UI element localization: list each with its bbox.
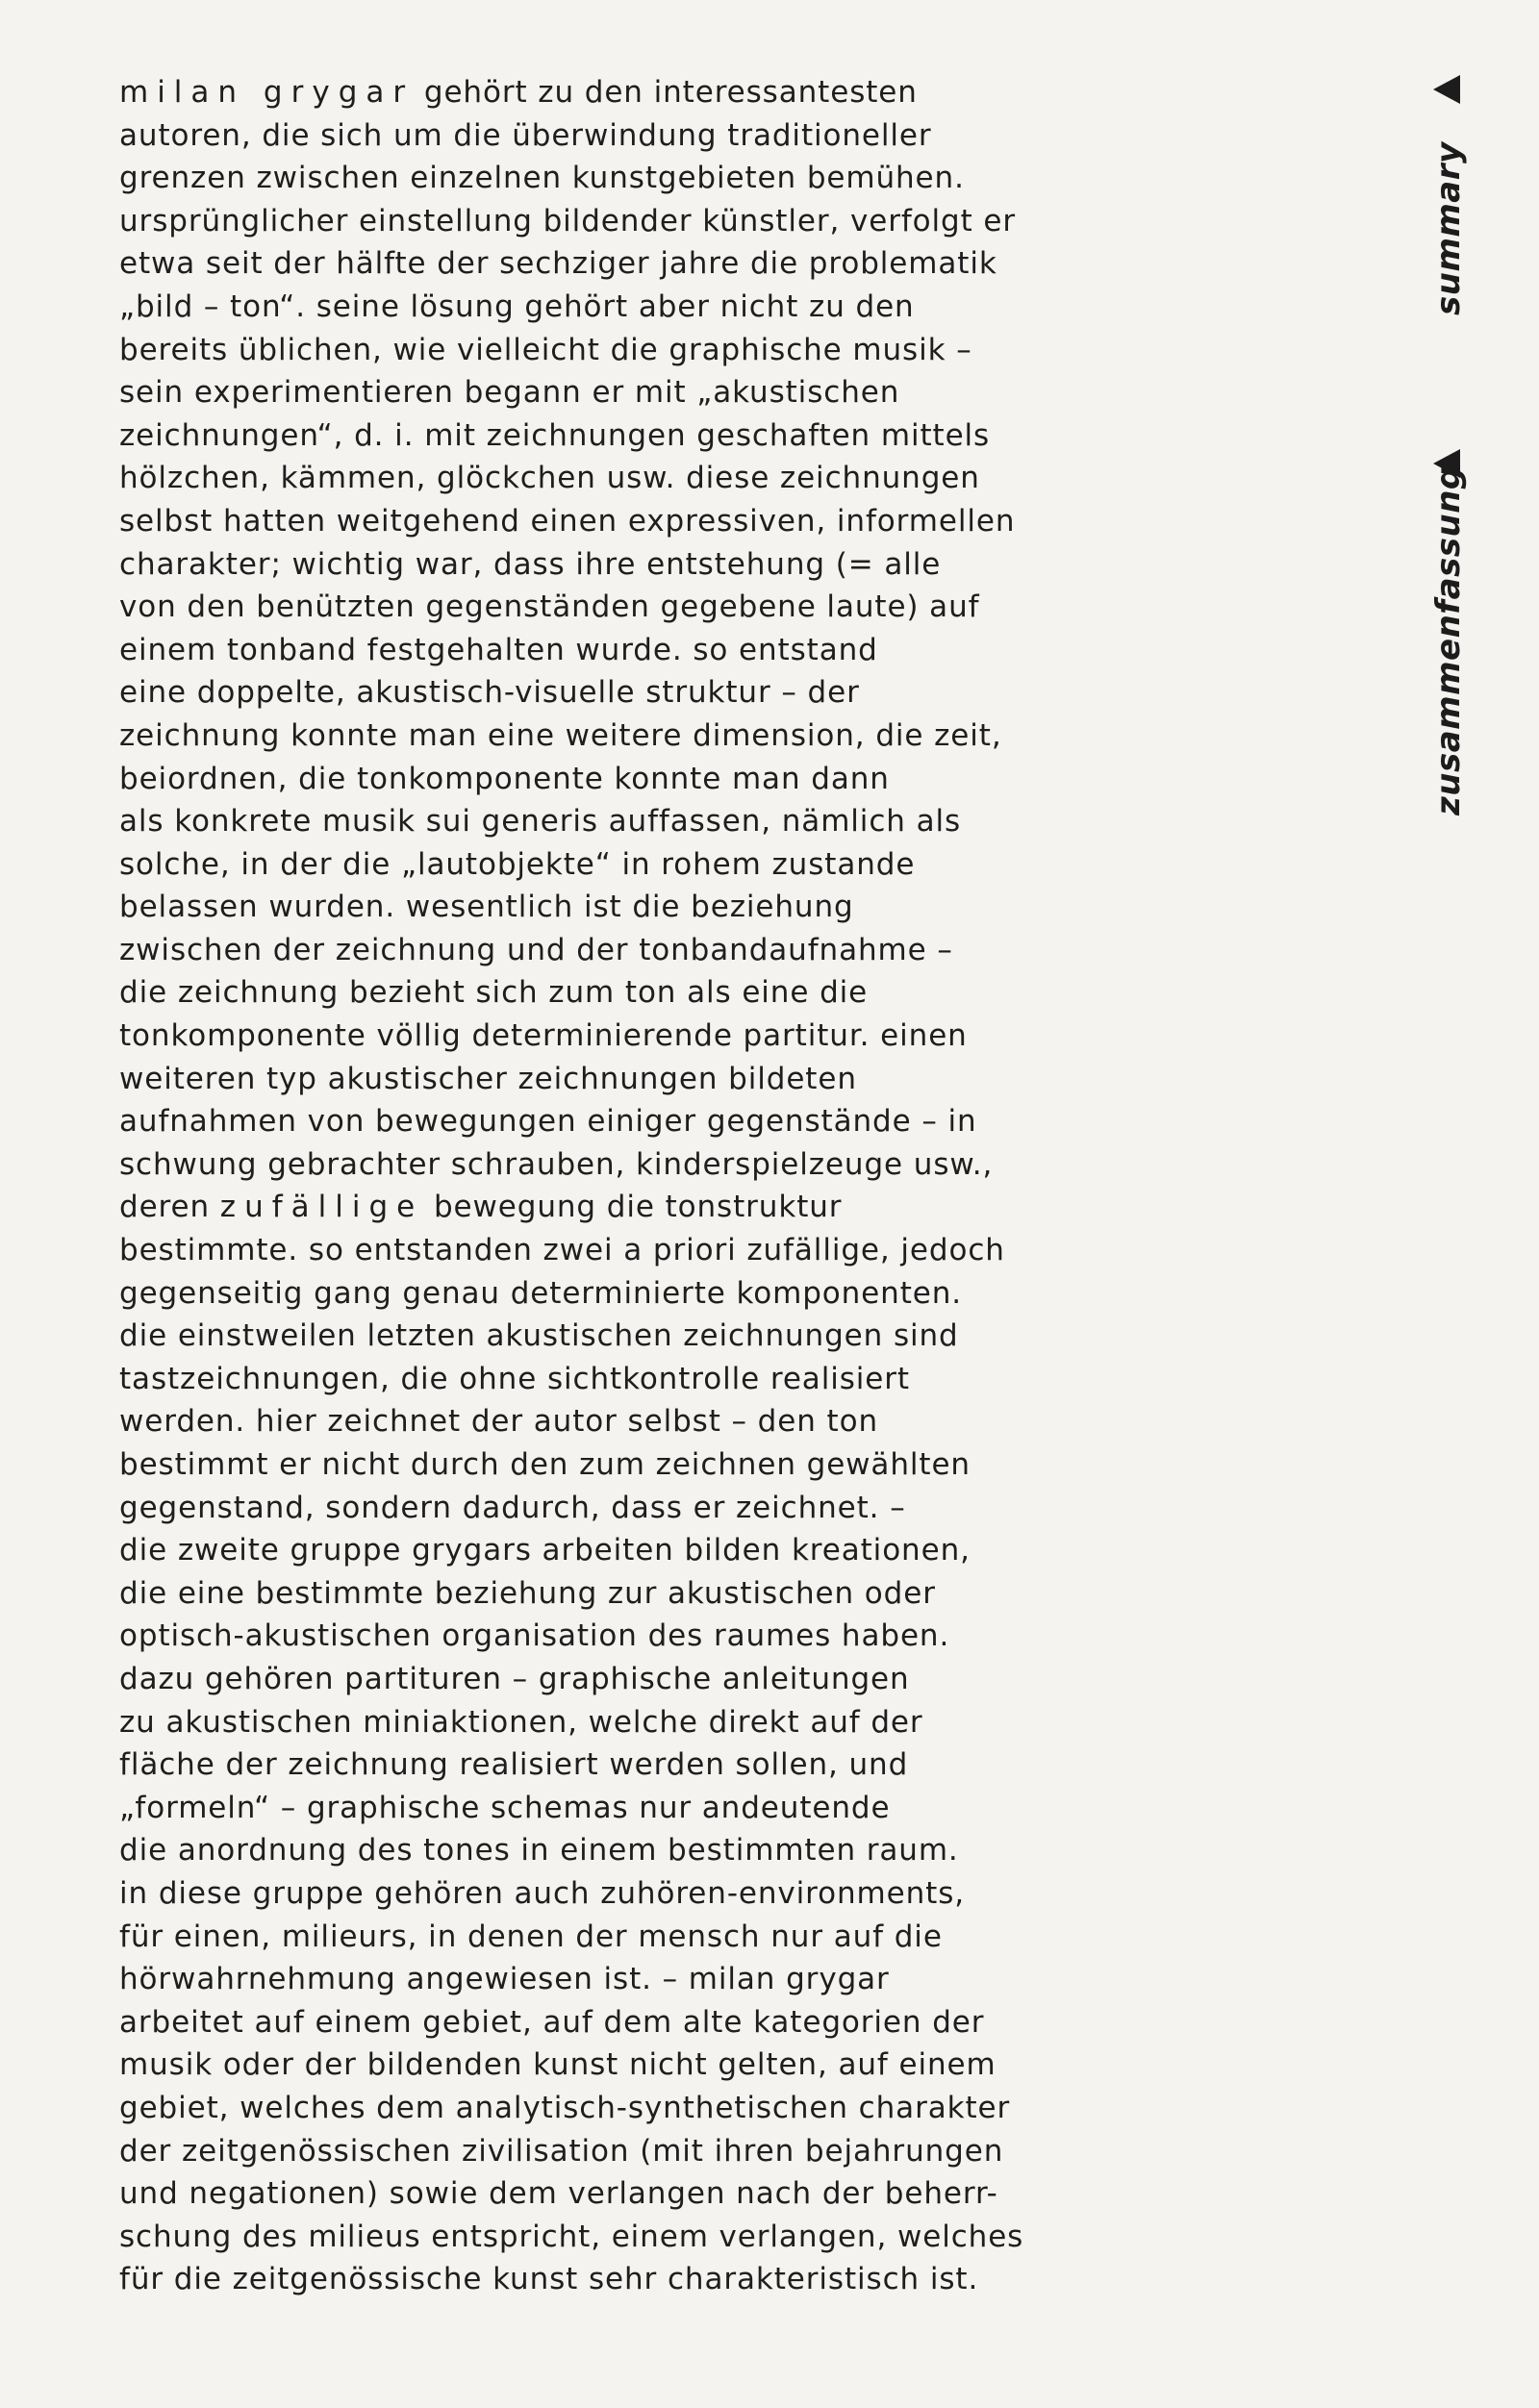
line-text: der zeitgenössischen zivilisation (mit ihren bejahrungen	[119, 2133, 1004, 2169]
text-line	[119, 1615, 1120, 1658]
line-text: die zeichnung bezieht sich zum ton als eine die	[119, 975, 869, 1011]
line-text: bewegung die tonstruktur	[423, 1190, 843, 1225]
line-text: schwung gebrachter schrauben, kinderspielzeuge usw.,	[119, 1146, 994, 1182]
text-line	[119, 1315, 1120, 1358]
text-line	[119, 758, 1120, 801]
line-text: tastzeichnungen, die ohne sichtkontrolle realisiert	[119, 1361, 910, 1396]
line-text: aufnahmen von bewegungen einiger gegenstände – in	[119, 1104, 977, 1140]
text-line	[119, 414, 1120, 458]
line-text: optisch-akustischen organisation des raumes haben.	[119, 1618, 950, 1654]
text-line	[119, 1443, 1120, 1487]
line-text: musik oder der bildenden kunst nicht gelten, auf einem	[119, 2047, 997, 2083]
text-line	[119, 1658, 1120, 1701]
text-line	[119, 2216, 1120, 2259]
text-line	[119, 200, 1120, 243]
line-text: gegenstand, sondern dadurch, dass er zeichnet. –	[119, 1490, 906, 1525]
text-line	[119, 1872, 1120, 1916]
text-line	[119, 543, 1120, 587]
line-text: hölzchen, kämmen, glöckchen usw. diese zeichnungen	[119, 461, 980, 496]
text-line	[119, 71, 1120, 114]
line-text: zwischen der zeichnung und der tonbandaufnahme –	[119, 932, 953, 967]
text-line	[119, 2087, 1120, 2130]
line-text: von den benützten gegenständen gegebene laute) auf	[119, 589, 980, 625]
text-line	[119, 1100, 1120, 1143]
line-text: die eine bestimmte beziehung zur akustischen oder	[119, 1575, 936, 1611]
line-text: sein experimentieren begann er mit „akustischen	[119, 375, 900, 411]
text-line	[119, 1916, 1120, 1959]
triangle-left-icon	[1433, 75, 1460, 104]
line-text: fläche der zeichnung realisiert werden sollen, und	[119, 1747, 909, 1783]
text-line	[119, 1487, 1120, 1530]
summary-paragraph	[119, 71, 1120, 2301]
text-line	[119, 800, 1120, 843]
text-line	[119, 1529, 1120, 1572]
line-text: belassen wurden. wesentlich ist die beziehung	[119, 890, 854, 925]
text-line	[119, 242, 1120, 286]
heading-summary: summary	[1429, 141, 1468, 315]
line-text: charakter; wichtig war, dass ihre entstehung (= alle	[119, 546, 942, 582]
line-text: solche, in der die „lautobjekte“ in rohem zustande	[119, 846, 916, 882]
text-line	[119, 1015, 1120, 1058]
line-text: die einstweilen letzten akustischen zeichnungen sind	[119, 1318, 959, 1354]
line-text: für die zeitgenössische kunst sehr charakteristisch ist.	[119, 2262, 979, 2297]
line-text: bestimmte. so entstanden zwei a priori zufällige, jedoch	[119, 1233, 1005, 1268]
text-line	[119, 157, 1120, 200]
line-text: autoren, die sich um die überwindung traditioneller	[119, 117, 932, 153]
line-text: bestimmt er nicht durch den zum zeichnen gewählten	[119, 1447, 971, 1482]
text-line	[119, 1572, 1120, 1616]
line-text: gehört zu den interessantesten	[414, 75, 918, 110]
line-text: in diese gruppe gehören auch zuhören-environments,	[119, 1875, 966, 1911]
text-line	[119, 1829, 1120, 1872]
line-text: und negationen) sowie dem verlangen nach der beherr-	[119, 2176, 998, 2212]
line-text: gegenseitig gang genau determinierte komponenten.	[119, 1275, 963, 1311]
line-text: für einen, milieurs, in denen der mensch nur auf die	[119, 1919, 943, 1954]
heading-zusammenfassung: zusammenfassung	[1429, 465, 1468, 815]
line-text: als konkrete musik sui generis auffassen, nämlich als	[119, 804, 962, 840]
text-line	[119, 2130, 1120, 2173]
line-text: etwa seit der hälfte der sechziger jahre die problematik	[119, 246, 997, 282]
text-line	[119, 286, 1120, 329]
line-text: eine doppelte, akustisch-visuelle struktur – der	[119, 675, 860, 711]
text-line	[119, 2001, 1120, 2044]
emphasized-text: zufällige	[219, 1190, 424, 1225]
line-text: arbeitet auf einem gebiet, auf dem alte kategorien der	[119, 2004, 985, 2040]
text-line	[119, 1058, 1120, 1101]
text-line	[119, 629, 1120, 672]
line-text: beiordnen, die tonkomponente konnte man dann	[119, 761, 890, 796]
text-line	[119, 1143, 1120, 1187]
line-text: die anordnung des tones in einem bestimmten raum.	[119, 1833, 959, 1869]
line-text: schung des milieus entspricht, einem verlangen, welches	[119, 2219, 1024, 2254]
text-line	[119, 886, 1120, 929]
line-text: „bild – ton“. seine lösung gehört aber nicht zu den	[119, 288, 915, 324]
line-text: hörwahrnehmung angewiesen ist. – milan grygar	[119, 1962, 890, 1997]
line-text: weiteren typ akustischer zeichnungen bildeten	[119, 1061, 857, 1096]
text-line	[119, 114, 1120, 158]
line-text: die zweite gruppe grygars arbeiten bilden kreationen,	[119, 1533, 971, 1568]
line-text: grenzen zwischen einzelnen kunstgebieten bemühen.	[119, 161, 965, 196]
text-line	[119, 1787, 1120, 1830]
text-line	[119, 971, 1120, 1015]
line-text: selbst hatten weitgehend einen expressiven, informellen	[119, 503, 1016, 539]
text-line	[119, 329, 1120, 372]
text-line	[119, 2172, 1120, 2216]
text-line	[119, 929, 1120, 972]
text-line	[119, 1358, 1120, 1401]
text-line	[119, 457, 1120, 500]
text-line	[119, 1229, 1120, 1272]
line-text: werden. hier zeichnet der autor selbst – den ton	[119, 1404, 879, 1440]
line-text: einem tonband festgehalten wurde. so entstand	[119, 632, 878, 667]
line-text: zeichnungen“, d. i. mit zeichnungen geschaften mittels	[119, 417, 991, 453]
line-text: gebiet, welches dem analytisch-synthetischen charakter	[119, 2090, 1011, 2125]
text-line	[119, 1186, 1120, 1229]
text-line	[119, 500, 1120, 543]
line-text: ursprünglicher einstellung bildender künstler, verfolgt er	[119, 203, 1017, 238]
text-line	[119, 843, 1120, 887]
text-line	[119, 671, 1120, 715]
line-text: dazu gehören partituren – graphische anleitungen	[119, 1661, 910, 1696]
text-line	[119, 371, 1120, 414]
text-line	[119, 586, 1120, 629]
line-text: zu akustischen miniaktionen, welche direkt auf der	[119, 1704, 923, 1740]
line-text: tonkomponente völlig determinierende partitur. einen	[119, 1018, 968, 1054]
line-text: deren	[119, 1190, 220, 1225]
line-text: zeichnung konnte man eine weitere dimension, die zeit,	[119, 717, 1002, 753]
text-line	[119, 1701, 1120, 1744]
side-heading	[1420, 69, 1477, 819]
text-line	[119, 1743, 1120, 1787]
emphasized-text: milan grygar	[119, 75, 415, 110]
text-line	[119, 715, 1120, 758]
text-line	[119, 1272, 1120, 1316]
text-line	[119, 2044, 1120, 2087]
text-line	[119, 1958, 1120, 2001]
text-line	[119, 1400, 1120, 1443]
line-text: bereits üblichen, wie vielleicht die graphische musik –	[119, 332, 972, 367]
text-line	[119, 2258, 1120, 2301]
line-text: „formeln“ – graphische schemas nur andeutende	[119, 1790, 891, 1825]
